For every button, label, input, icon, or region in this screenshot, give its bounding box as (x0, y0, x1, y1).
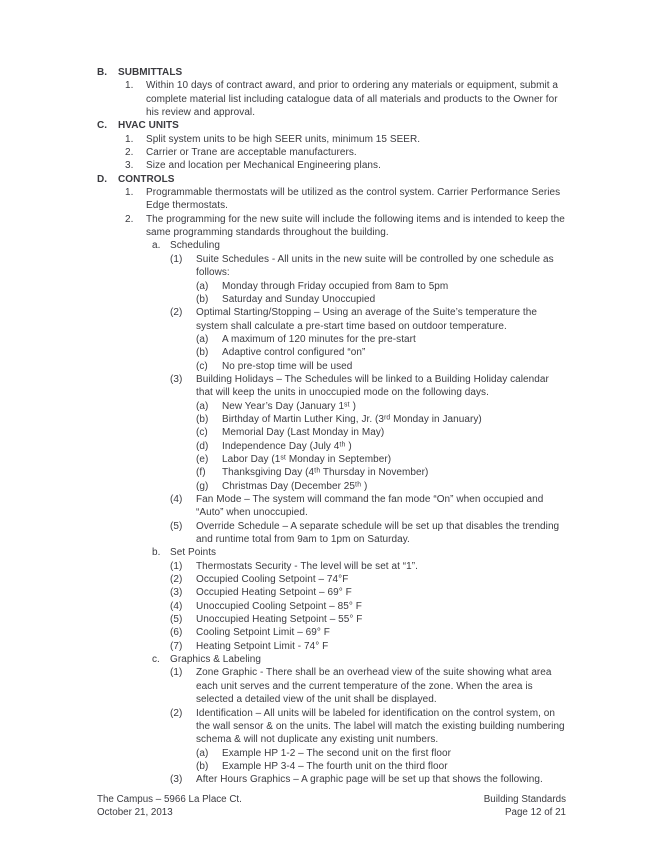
list-item-text: HVAC UNITS (118, 120, 179, 132)
list-item-text: Carrier or Trane are acceptable manufacturers. (146, 147, 357, 159)
list-item-label: D. (97, 173, 108, 185)
list-item-label: B. (97, 67, 108, 78)
list-item-text: Identification – All units will be labeled for identification on the control system, on the wall sensor & on the units. The label will match the existing building numbering schema & will not duplicate any existing unit numbers. (196, 707, 565, 746)
list-item-label: (b) (196, 347, 209, 359)
list-item-text: Occupied Heating Setpoint – 69° F (196, 587, 352, 599)
list-item-text: Zone Graphic - There shall be an overhead view of the suite showing what area each unit serves and the current temperature of the zone. When the area is selected a detailed view of the unit shall be displayed. (196, 667, 552, 706)
list-item-label: (7) (170, 640, 183, 652)
list-item (170, 613, 567, 626)
list-item-label: (a) (196, 747, 209, 759)
list-item-text: Programmable thermostats will be utilized as the control system. Carrier Performance Series Edge thermostats. (146, 187, 561, 212)
list-item-text: Occupied Cooling Setpoint – 74°F (196, 574, 349, 586)
list-item-label: (2) (170, 574, 183, 586)
list-item-label: (a) (196, 400, 209, 412)
list-item-text: No pre-stop time will be used (222, 360, 353, 372)
list-item-text: Christmas Day (December 25ᵗʰ ) (222, 480, 368, 492)
footer-page-number: Page 12 of 21 (504, 806, 566, 818)
list-item-label: (d) (196, 440, 209, 452)
list-item (196, 426, 567, 439)
list-item-text: The programming for the new suite will include the following items and is intended to keep the same programming standards throughout the building. (146, 213, 565, 239)
list-item-label: (2) (170, 307, 183, 319)
list-item (170, 600, 567, 613)
list-item-label: a. (152, 240, 161, 252)
list-item-text: Independence Day (July 4ᵗʰ ) (222, 440, 352, 452)
footer-left (97, 794, 242, 819)
list-item-text: After Hours Graphics – A graphic page will be set up that shows the following. (196, 774, 543, 786)
list-item-label: (c) (196, 427, 208, 439)
footer-doc-title: Building Standards (483, 794, 566, 805)
list-item-label: (5) (170, 520, 183, 532)
list-item-text: Override Schedule – A separate schedule will be set up that disables the trending and runtime total from 9am to 1pm on Saturday. (196, 520, 560, 546)
list-item-text: Thanksgiving Day (4ᵗʰ Thursday in November) (222, 467, 429, 479)
list-item (170, 373, 567, 400)
list-item-label: (a) (196, 280, 209, 292)
list-item-text: Monday through Friday occupied from 8am to 5pm (222, 280, 449, 292)
list-item-text: Set Points (170, 547, 217, 559)
list-item-label: (b) (196, 293, 209, 305)
list-item-text: Unoccupied Heating Setpoint – 55° F (196, 614, 363, 626)
list-item (170, 573, 567, 586)
list-item (196, 293, 567, 306)
list-item-label: 1. (125, 187, 134, 199)
section-heading (97, 66, 567, 79)
list-item-text: Building Holidays – The Schedules will be linked to a Building Holiday calendar that will keep the units in unoccupied mode on the following days. (196, 373, 549, 399)
list-item (152, 239, 567, 252)
list-item (196, 747, 567, 760)
list-item-label: (5) (170, 614, 183, 626)
list-item (196, 760, 567, 773)
list-item-text: Cooling Setpoint Limit – 69° F (196, 627, 330, 639)
list-item-label: (1) (170, 667, 183, 679)
list-item-label: b. (152, 547, 161, 559)
list-item (125, 79, 567, 119)
list-item (196, 453, 567, 466)
list-item-label: (f) (196, 467, 206, 479)
list-item-label: (b) (196, 760, 209, 772)
list-item-text: New Year’s Day (January 1ˢᵗ ) (222, 400, 356, 412)
list-item (170, 707, 567, 747)
list-item-text: Adaptive control configured “on” (222, 347, 366, 359)
list-item (170, 586, 567, 599)
list-item-label: (3) (170, 373, 183, 385)
footer-right (484, 794, 566, 819)
list-item (170, 253, 567, 280)
list-item-text: Suite Schedules - All units in the new suite will be controlled by one schedule as follows: (196, 253, 554, 279)
list-item (196, 440, 567, 453)
list-item (196, 400, 567, 413)
list-item-label: 2. (125, 147, 134, 159)
list-item-text: Labor Day (1ˢᵗ Monday in September) (222, 453, 392, 465)
list-item-label: (4) (170, 600, 183, 612)
list-item (125, 159, 567, 172)
list-item-label: (2) (170, 707, 183, 719)
list-item (125, 186, 567, 213)
list-item (152, 546, 567, 559)
section-heading (97, 119, 567, 132)
footer-project-address: The Campus – 5966 La Place Ct. (97, 794, 242, 805)
list-item (196, 413, 567, 426)
list-item (125, 146, 567, 159)
list-item (125, 213, 567, 240)
list-item-label: (3) (170, 774, 183, 786)
list-item-label: (6) (170, 627, 183, 639)
list-item (170, 520, 567, 547)
list-item-label: C. (97, 120, 108, 132)
list-item (170, 626, 567, 639)
list-item-text: Example HP 3-4 – The fourth unit on the third floor (222, 760, 448, 772)
list-item-label: (c) (196, 360, 208, 372)
list-item-label: (1) (170, 253, 183, 265)
list-item-text: Size and location per Mechanical Engineering plans. (146, 160, 381, 172)
list-item-text: Within 10 days of contract award, and prior to ordering any materials or equipment, submit a complete material list including catalogue data of all materials and products to the Owner for his review and approval. (146, 80, 559, 119)
list-item (170, 640, 567, 653)
list-item (170, 560, 567, 573)
list-item (152, 653, 567, 666)
list-item-label: (e) (196, 453, 209, 465)
list-item-label: c. (152, 654, 160, 666)
list-item-label: (3) (170, 587, 183, 599)
list-item (196, 333, 567, 346)
list-item (170, 493, 567, 520)
list-item (196, 480, 567, 493)
list-item-label: (1) (170, 560, 183, 572)
list-item-text: A maximum of 120 minutes for the pre-start (222, 333, 416, 345)
list-item-text: Memorial Day (Last Monday in May) (222, 427, 385, 439)
list-item-text: CONTROLS (118, 173, 175, 185)
list-item-text: Unoccupied Cooling Setpoint – 85° F (196, 600, 362, 612)
document-body (97, 66, 567, 787)
list-item (196, 346, 567, 359)
list-item-text: Thermostats Security - The level will be set at “1”. (196, 560, 418, 572)
list-item (170, 666, 567, 706)
list-item-text: Saturday and Sunday Unoccupied (222, 293, 376, 305)
page-footer (97, 794, 566, 819)
list-item-text: Split system units to be high SEER units, minimum 15 SEER. (146, 133, 421, 145)
list-item-label: 3. (125, 160, 134, 172)
list-item-text: SUBMITTALS (118, 67, 183, 78)
list-item (196, 466, 567, 479)
list-item-text: Scheduling (170, 240, 220, 252)
list-item (125, 133, 567, 146)
list-item-text: Heating Setpoint Limit - 74° F (196, 640, 329, 652)
list-item-label: 2. (125, 213, 134, 225)
list-item-label: 1. (125, 133, 134, 145)
list-item-label: (g) (196, 480, 209, 492)
list-item (196, 280, 567, 293)
list-item (196, 360, 567, 373)
list-item-text: Optimal Starting/Stopping – Using an average of the Suite’s temperature the system shall calculate a pre-start time based on outdoor temperature. (196, 307, 537, 332)
list-item-label: 1. (125, 80, 134, 92)
list-item-text: Graphics & Labeling (170, 654, 262, 666)
section-heading (97, 173, 567, 186)
list-item (170, 306, 567, 333)
list-item-label: (b) (196, 413, 209, 425)
list-item-text: Fan Mode – The system will command the fan mode “On” when occupied and “Auto” when unoccupied. (196, 494, 544, 519)
list-item-label: (a) (196, 333, 209, 345)
list-item-label: (4) (170, 494, 183, 505)
list-item-text: Example HP 1-2 – The second unit on the first floor (222, 747, 451, 759)
footer-date: October 21, 2013 (97, 806, 173, 818)
list-item (170, 773, 567, 786)
list-item-text: Birthday of Martin Luther King, Jr. (3ʳᵈ Monday in January) (222, 413, 482, 425)
